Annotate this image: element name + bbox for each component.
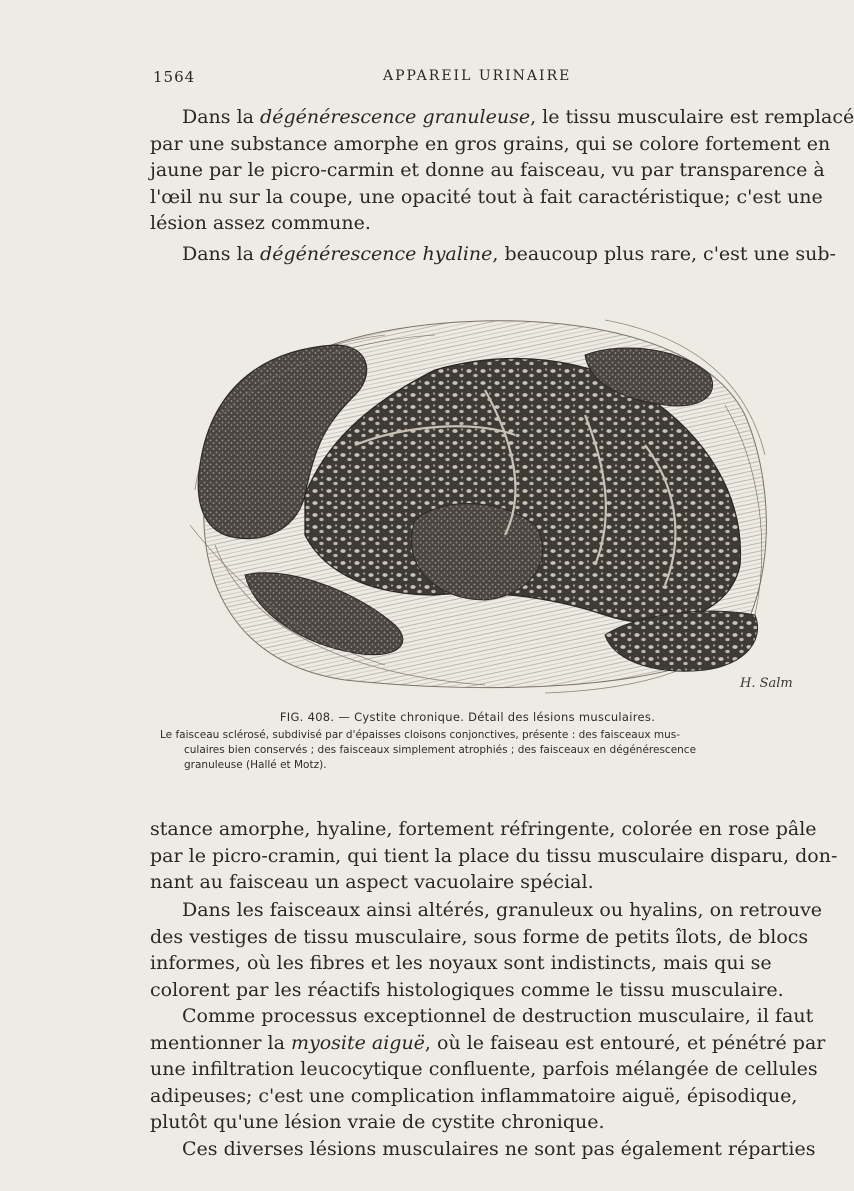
term-acute-myositis: myosite aiguë [290, 1031, 425, 1054]
paragraph-granular-degeneration: Dans la dégénérescence granuleuse, le tissu musculaire est remplacé par une substance amorphe en gros grains, qui se colore fortement en jaune par le picro-carmin et donne au faisceau, vu par transparence à l'œil nu sur la coupe, une opacité tout à fait caractéristique; c'est une lésion assez commune. [150, 106, 854, 234]
paragraph-distribution-start: Ces diverses lésions musculaires ne sont pas également réparties [182, 1138, 816, 1160]
paragraph-muscle-vestiges: Dans les faisceaux ainsi altérés, granuleux ou hyalins, on retrouve des vestiges de tissu musculaire, sous forme de petits îlots, de blocs informes, où les fibres et les noyaux sont indistincts, mais qui se colorent par les réactifs histologiques comme le tissu musculaire. [150, 899, 823, 1001]
figure-caption [160, 710, 775, 773]
page-header [153, 68, 773, 92]
paragraph-hyaline-degeneration-start: Dans la dégénérescence hyaline, beaucoup plus rare, c'est une sub- [182, 243, 836, 265]
term-granular-degeneration: dégénérescence granuleuse [260, 106, 531, 128]
page-number: 1564 [153, 68, 196, 86]
figure-title: FIG. 408. — Cystite chronique. Détail des lésions musculaires. [279, 710, 656, 724]
paragraph-acute-myositis: Comme processus exceptionnel de destruction musculaire, il faut mentionner la myosite aiguë, où le faiseau est entouré, et pénétré par une infiltration leucocytique confluente, parfois mélangée de cellules adipeuses; c'est une complication inflammatoire aiguë, épisodique, plutôt qu'une lésion vraie de cystite chronique. [150, 1005, 826, 1133]
histology-engraving [185, 295, 793, 700]
running-head: APPAREIL URINAIRE [383, 68, 572, 84]
paragraph-hyaline-degeneration-continued: stance amorphe, hyaline, fortement réfringente, colorée en rose pâle par le picro-cramin, qui tient la place du tissu musculaire disparu, don- nant au faisceau un aspect vacuolaire spécial. [150, 818, 838, 893]
figure-description: Le faisceau sclérosé, subdivisé par d'épaisses cloisons conjonctives, présente : des faisceaux mus- culaires bien conservés ; des faisceaux simplement atrophiés ; des faisceaux en dégénérescence granuleuse (Hallé et Motz). [160, 729, 697, 771]
figure-muscle-section-illustration [185, 295, 793, 700]
term-hyaline-degeneration: dégénérescence hyaline [260, 243, 493, 265]
engraver-signature: H. Salm [740, 676, 793, 691]
